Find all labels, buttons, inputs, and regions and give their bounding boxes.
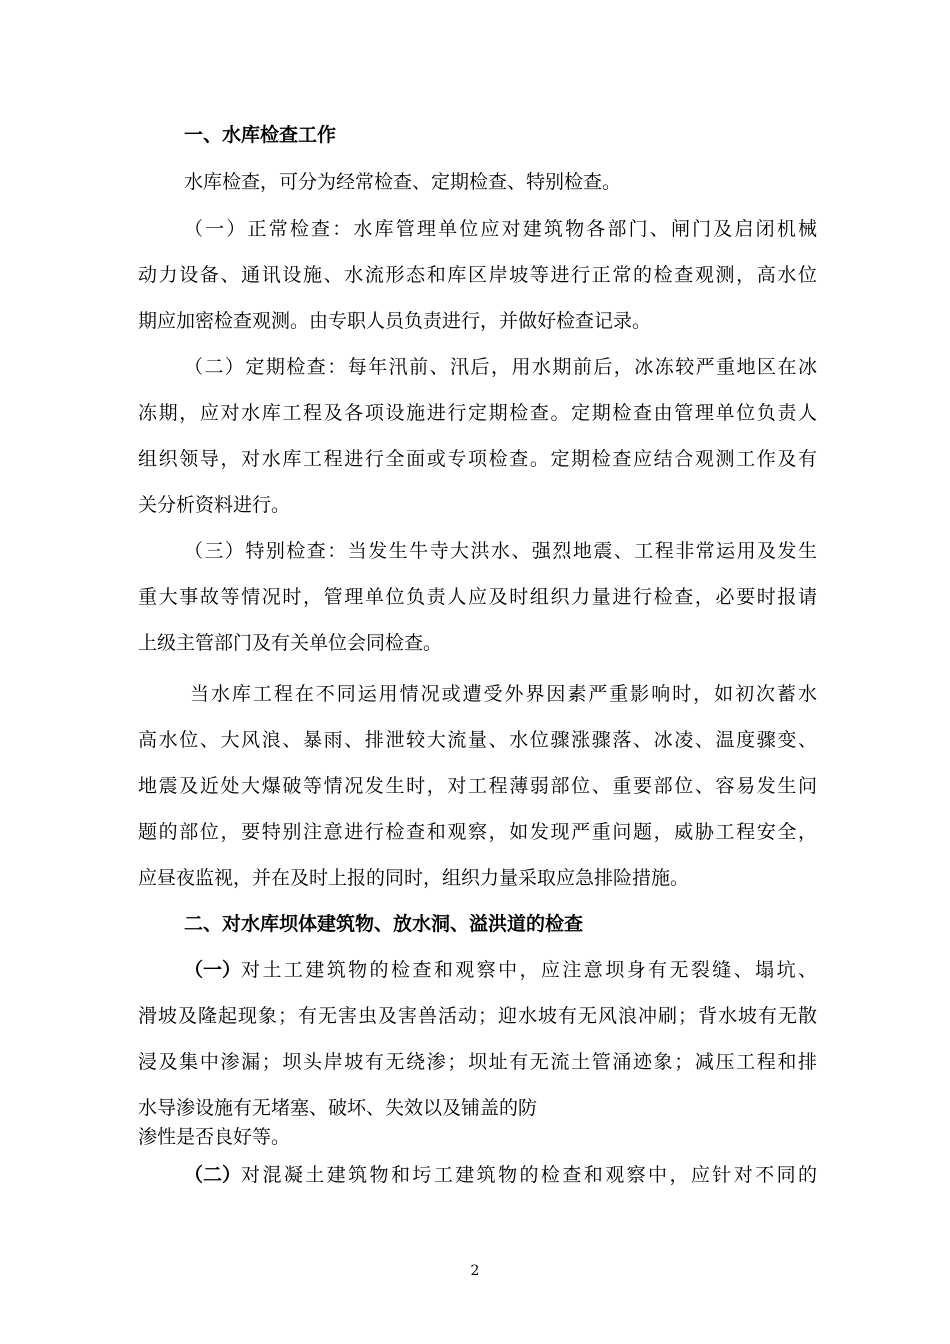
paragraph-line: 题的部位，要特别注意进行检查和观察，如发现严重问题，威胁工程安全， [138, 821, 817, 843]
paragraph-line: 高水位、大风浪、暴雨、排泄较大流量、水位骤涨骤落、冰凌、温度骤变、 [138, 729, 817, 751]
section-heading-1: 一、水库检查工作 [184, 124, 337, 146]
page-number: 2 [470, 1263, 480, 1279]
paragraph-line: （三）特别检查：当发生牛寺大洪水、强烈地震、工程非常运用及发生 [184, 540, 817, 562]
paragraph-line: 浸及集中渗漏；坝头岸坡有无绕渗；坝址有无流土管涌迹象；减压工程和排 [138, 1051, 817, 1073]
intro-paragraph: 水库检查，可分为经常检查、定期检查、特别检查。 [184, 171, 622, 193]
paragraph-line: 水导渗设施有无堵塞、破坏、失效以及铺盖的防 [138, 1097, 538, 1119]
paragraph-line: 上级主管部门及有关单位会同检查。 [138, 632, 443, 654]
paragraph-line: 渗性是否良好等。 [138, 1126, 291, 1148]
paragraph-line [184, 1163, 817, 1187]
item-label: （一） [184, 959, 242, 981]
paragraph-line: 滑坡及隆起现象；有无害虫及害兽活动；迎水坡有无风浪冲刷；背水坡有无散 [138, 1005, 817, 1027]
item-text: 对土工建筑物的检查和观察中，应注意坝身有无裂缝、塌坑、 [241, 959, 817, 981]
item-label: （二） [184, 1164, 242, 1186]
paragraph-line [184, 958, 817, 982]
paragraph-line: 期应加密检查观测。由专职人员负责进行，并做好检查记录。 [138, 310, 652, 332]
paragraph-line: 地震及近处大爆破等情况发生时，对工程薄弱部位、重要部位、容易发生问 [138, 775, 817, 797]
paragraph-line: 当水库工程在不同运用情况或遭受外界因素严重影响时，如初次蓄水 [190, 683, 817, 705]
paragraph-line: 组织领导，对水库工程进行全面或专项检查。定期检查应结合观测工作及有 [138, 448, 817, 470]
paragraph-line: 冻期，应对水库工程及各项设施进行定期检查。定期检查由管理单位负责人 [138, 402, 817, 424]
paragraph-line: 动力设备、通讯设施、水流形态和库区岸坡等进行正常的检查观测，高水位 [138, 264, 817, 286]
paragraph-line: （二）定期检查：每年汛前、汛后，用水期前后，冰冻较严重地区在冰 [184, 356, 817, 378]
paragraph-line: 应昼夜监视，并在及时上报的同时，组织力量采取应急排险措施。 [138, 867, 690, 889]
section-heading-2: 二、对水库坝体建筑物、放水洞、溢洪道的检查 [184, 913, 584, 935]
paragraph-line: （一）正常检查：水库管理单位应对建筑物各部门、闸门及启闭机械 [184, 218, 817, 240]
paragraph-line: 关分析资料进行。 [138, 494, 291, 516]
paragraph-line: 重大事故等情况时，管理单位负责人应及时组织力量进行检查，必要时报请 [138, 586, 817, 608]
item-text: 对混凝土建筑物和圬工建筑物的检查和观察中，应针对不同的 [241, 1164, 817, 1186]
